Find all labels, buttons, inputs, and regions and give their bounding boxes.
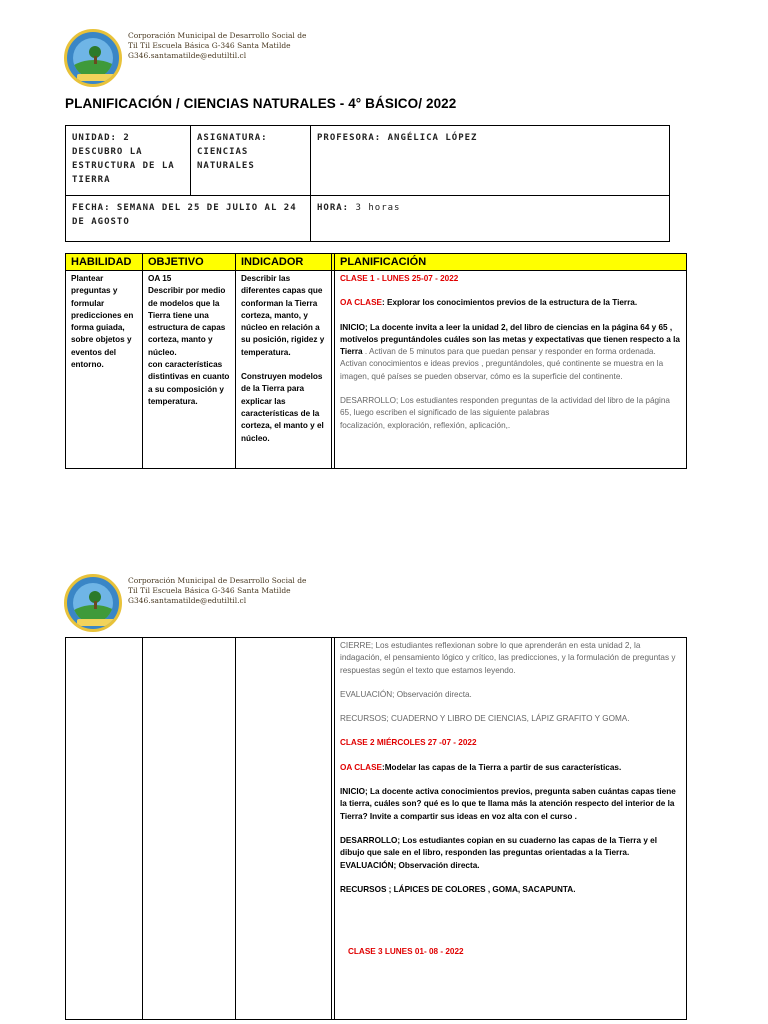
header-objetivo: OBJETIVO <box>143 254 236 271</box>
recursos-1-text: RECURSOS; CUADERNO Y LIBRO DE CIENCIAS, LÁPIZ GRAFITO Y GOMA. <box>340 714 630 724</box>
activan-text: Activan conocimientos e ideas previos , preguntándoles, qué continente se muestra en la imagen, qué países se pueden observar, cómo es la superficie del continente. <box>340 359 664 381</box>
inicio-text: INICIO; La docente invita a leer la unidad 2, del libro de ciencias en la página 64 y 65 , motívelos preguntándoles cuáles son las metas y expectativas que tienen respecto a la Tierra <box>340 322 680 357</box>
indicador-cell-empty <box>236 638 332 1020</box>
unidad-cell: UNIDAD: 2 DESCUBRO LA ESTRUCTURA DE LA TIERRA <box>66 126 191 196</box>
habilidad-cell: Plantear preguntas y formular predicciones en forma guiada, sobre objetos y eventos del entorno. <box>66 271 143 469</box>
hora-value: 3 horas <box>355 203 401 213</box>
planning-table <box>65 253 687 469</box>
school-logo-2 <box>64 574 122 632</box>
indicador-2: Construyen modelos de la Tierra para explicar las características de la corteza, el manto y el núcleo. <box>241 372 324 443</box>
clase-3-title: CLASE 3 LUNES 01- 08 - 2022 <box>348 947 464 957</box>
oa-clase-2-text: :Modelar las capas de la Tierra a partir de sus características. <box>382 762 622 772</box>
desarrollo-2-text: DESARROLLO; Los estudiantes copian en su cuaderno las capas de la Tierra y el dibujo que sale en el libro, responden las preguntas orientadas a la Tierra. <box>340 835 657 858</box>
school-logo <box>64 29 122 87</box>
oa-clase-2-label: OA CLASE <box>340 762 383 772</box>
asignatura-cell: ASIGNATURA: CIENCIAS NATURALES <box>191 126 311 196</box>
header-habilidad: HABILIDAD <box>66 254 143 271</box>
institution-line-2: Til Til Escuela Básica G-346 Santa Matilde <box>128 41 291 50</box>
hora-label: HORA: <box>317 203 350 213</box>
planificacion-cell <box>335 271 687 469</box>
institution-line-1: Corporación Municipal de Desarrollo Social de <box>128 31 307 40</box>
objetivo-cell: OA 15 Describir por medio de modelos que la Tierra tiene una estructura de capas corteza, manto y núcleo. con características distintivas en cuanto a su composición y temperatura. <box>143 271 236 469</box>
oa-clase-text: : Explorar los conocimientos previos de la estructura de la Tierra. <box>382 298 638 308</box>
hora-cell <box>311 196 670 242</box>
header-planificacion: PLANIFICACIÓN <box>335 254 687 271</box>
planificacion-cell-continued <box>335 638 687 1020</box>
oa-clase-label: OA CLASE <box>340 298 383 308</box>
profesora-cell: PROFESORA: ANGÉLICA LÓPEZ <box>311 126 670 196</box>
inicio-activan-text: . Activan de 5 minutos para que puedan pensar y responder en forma ordenada. <box>362 347 656 357</box>
habilidad-cell-empty <box>66 638 143 1020</box>
evaluacion-1-text: EVALUACIÓN; Observación directa. <box>340 689 472 699</box>
institution-line-1-p2: Corporación Municipal de Desarrollo Social de <box>128 576 307 585</box>
header-indicador: INDICADOR <box>236 254 332 271</box>
institution-email-p2: G346.santamatilde@edutiltil.cl <box>128 596 247 605</box>
objetivo-cell-empty <box>143 638 236 1020</box>
institution-info <box>128 31 306 61</box>
cierre-text: CIERRE; Los estudiantes reflexionan sobre lo que aprenderán en esta unidad 2, la indagación, el pensamiento lógico y crítico, las predicciones, y la formulación de preguntas y respuestas según el texto que estamos leyendo. <box>340 641 676 675</box>
institution-email: G346.santamatilde@edutiltil.cl <box>128 51 247 60</box>
page-title: PLANIFICACIÓN / CIENCIAS NATURALES - 4° BÁSICO/ 2022 <box>65 96 457 111</box>
palabras-text: focalización, exploración, reflexión, aplicación,. <box>340 420 511 430</box>
institution-info-2 <box>128 576 306 606</box>
desarrollo-text: DESARROLLO; Los estudiantes responden preguntas de la actividad del libro de la página 65, luego escriben el significado de las siguiente palabras <box>340 396 670 418</box>
recursos-2-text: RECURSOS ; LÁPICES DE COLORES , GOMA, SACAPUNTA. <box>340 884 576 894</box>
evaluacion-2-text: EVALUACIÓN; Observación directa. <box>340 860 480 870</box>
indicador-cell <box>236 271 332 469</box>
clase-1-title: CLASE 1 - LUNES 25-07 - 2022 <box>340 274 459 283</box>
fecha-cell: FECHA: SEMANA DEL 25 DE JULIO AL 24 DE AGOSTO <box>66 196 311 242</box>
institution-line-2-p2: Til Til Escuela Básica G-346 Santa Matilde <box>128 586 291 595</box>
inicio-2-text: INICIO; La docente activa conocimientos previos, pregunta saben cuántas capas tiene la tierra, cuáles son? qué es lo que te llama más la atención respecto del interior de la Tierra? Invite a compartir sus ideas en voz alta con el curso . <box>340 787 676 821</box>
clase-2-title: CLASE 2 MIÉRCOLES 27 -07 - 2022 <box>340 738 477 748</box>
planning-table-continued <box>65 637 687 1020</box>
info-table <box>65 125 670 242</box>
indicador-1: Describir las diferentes capas que conforman la Tierra corteza, manto, y núcleo en relación a su posición, rigidez y temperatura. <box>241 274 325 357</box>
